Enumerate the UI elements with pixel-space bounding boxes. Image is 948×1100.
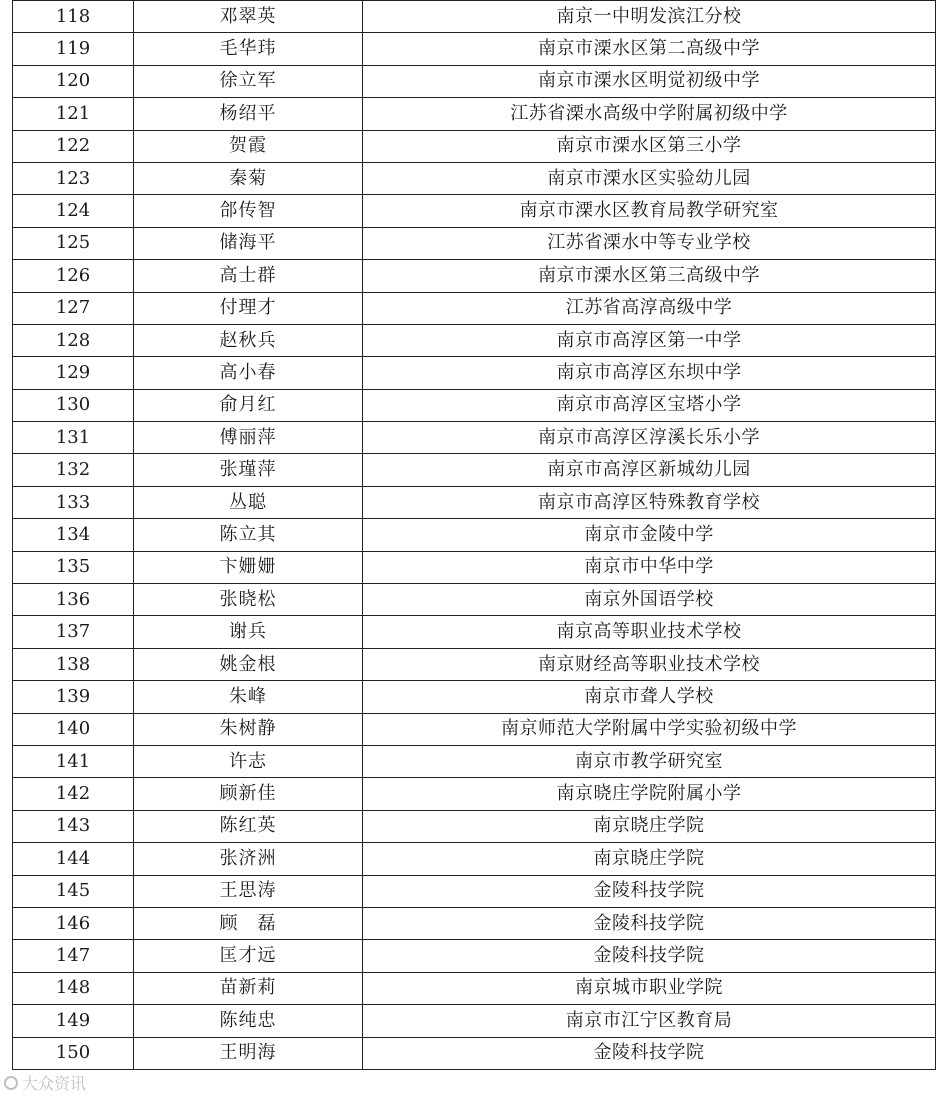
watermark-text: 大众资讯 <box>22 1074 87 1093</box>
school-cell: 江苏省溧水高级中学附属初级中学 <box>363 98 936 130</box>
school-cell: 南京市溧水区实验幼儿园 <box>363 162 936 194</box>
table-row <box>13 227 936 259</box>
table-row <box>13 389 936 421</box>
row-number-cell: 131 <box>13 422 134 454</box>
table-row <box>13 162 936 194</box>
name-cell: 傅丽萍 <box>134 422 363 454</box>
row-number-cell: 129 <box>13 357 134 389</box>
name-cell: 张瑾萍 <box>134 454 363 486</box>
table-row <box>13 778 936 810</box>
table-row <box>13 616 936 648</box>
name-cell: 杨绍平 <box>134 98 363 130</box>
school-cell: 南京市金陵中学 <box>363 519 936 551</box>
row-number-cell: 147 <box>13 940 134 972</box>
row-number-cell: 146 <box>13 907 134 939</box>
name-cell: 储海平 <box>134 227 363 259</box>
school-cell: 南京财经高等职业技术学校 <box>363 648 936 680</box>
roster-table <box>12 0 936 1070</box>
name-cell: 谢兵 <box>134 616 363 648</box>
row-number-cell: 122 <box>13 130 134 162</box>
table-row <box>13 843 936 875</box>
name-cell: 高小春 <box>134 357 363 389</box>
name-cell: 张济洲 <box>134 843 363 875</box>
table-row <box>13 1037 936 1069</box>
row-number-cell: 135 <box>13 551 134 583</box>
school-cell: 南京晓庄学院 <box>363 843 936 875</box>
row-number-cell: 148 <box>13 972 134 1004</box>
table-row <box>13 486 936 518</box>
row-number-cell: 132 <box>13 454 134 486</box>
table-row <box>13 810 936 842</box>
school-cell: 江苏省溧水中等专业学校 <box>363 227 936 259</box>
school-cell: 南京师范大学附属中学实验初级中学 <box>363 713 936 745</box>
row-number-cell: 130 <box>13 389 134 421</box>
school-cell: 南京晓庄学院附属小学 <box>363 778 936 810</box>
school-cell: 南京市聋人学校 <box>363 681 936 713</box>
school-cell: 南京市高淳区淳溪长乐小学 <box>363 422 936 454</box>
school-cell: 南京市教学研究室 <box>363 745 936 777</box>
table-row <box>13 292 936 324</box>
name-cell: 陈立其 <box>134 519 363 551</box>
name-cell: 陈纯忠 <box>134 1005 363 1037</box>
name-cell: 匡才远 <box>134 940 363 972</box>
row-number-cell: 150 <box>13 1037 134 1069</box>
name-cell: 顾 磊 <box>134 907 363 939</box>
school-cell: 南京市溧水区第二高级中学 <box>363 33 936 65</box>
table-row <box>13 260 936 292</box>
name-cell: 付理才 <box>134 292 363 324</box>
table-row <box>13 681 936 713</box>
row-number-cell: 137 <box>13 616 134 648</box>
school-cell: 南京晓庄学院 <box>363 810 936 842</box>
table-row <box>13 648 936 680</box>
table-row <box>13 454 936 486</box>
row-number-cell: 133 <box>13 486 134 518</box>
name-cell: 张晓松 <box>134 584 363 616</box>
row-number-cell: 119 <box>13 33 134 65</box>
table-row <box>13 972 936 1004</box>
school-cell: 江苏省高淳高级中学 <box>363 292 936 324</box>
name-cell: 姚金根 <box>134 648 363 680</box>
row-number-cell: 123 <box>13 162 134 194</box>
table-row <box>13 519 936 551</box>
row-number-cell: 143 <box>13 810 134 842</box>
name-cell: 俞月红 <box>134 389 363 421</box>
row-number-cell: 145 <box>13 875 134 907</box>
table-row <box>13 324 936 356</box>
row-number-cell: 128 <box>13 324 134 356</box>
name-cell: 顾新佳 <box>134 778 363 810</box>
table-row <box>13 195 936 227</box>
row-number-cell: 139 <box>13 681 134 713</box>
name-cell: 赵秋兵 <box>134 324 363 356</box>
watermark <box>4 1071 86 1094</box>
weibo-icon <box>4 1076 18 1090</box>
school-cell: 金陵科技学院 <box>363 875 936 907</box>
school-cell: 南京市高淳区东坝中学 <box>363 357 936 389</box>
school-cell: 南京市高淳区宝塔小学 <box>363 389 936 421</box>
name-cell: 邓翠英 <box>134 1 363 33</box>
table-row <box>13 357 936 389</box>
row-number-cell: 136 <box>13 584 134 616</box>
row-number-cell: 149 <box>13 1005 134 1037</box>
row-number-cell: 126 <box>13 260 134 292</box>
table-row <box>13 98 936 130</box>
row-number-cell: 120 <box>13 65 134 97</box>
name-cell: 丛聪 <box>134 486 363 518</box>
row-number-cell: 134 <box>13 519 134 551</box>
school-cell: 南京市高淳区新城幼儿园 <box>363 454 936 486</box>
table-row <box>13 713 936 745</box>
row-number-cell: 142 <box>13 778 134 810</box>
row-number-cell: 125 <box>13 227 134 259</box>
table-row <box>13 940 936 972</box>
school-cell: 南京一中明发滨江分校 <box>363 1 936 33</box>
table-row <box>13 422 936 454</box>
name-cell: 朱峰 <box>134 681 363 713</box>
name-cell: 郃传智 <box>134 195 363 227</box>
row-number-cell: 140 <box>13 713 134 745</box>
row-number-cell: 141 <box>13 745 134 777</box>
name-cell: 毛华玮 <box>134 33 363 65</box>
school-cell: 南京市溧水区教育局教学研究室 <box>363 195 936 227</box>
school-cell: 南京市江宁区教育局 <box>363 1005 936 1037</box>
school-cell: 南京市溧水区明觉初级中学 <box>363 65 936 97</box>
school-cell: 金陵科技学院 <box>363 907 936 939</box>
school-cell: 南京市高淳区第一中学 <box>363 324 936 356</box>
name-cell: 高士群 <box>134 260 363 292</box>
school-cell: 南京高等职业技术学校 <box>363 616 936 648</box>
school-cell: 南京外国语学校 <box>363 584 936 616</box>
roster-table-body <box>13 1 936 1070</box>
name-cell: 朱树静 <box>134 713 363 745</box>
table-row <box>13 875 936 907</box>
school-cell: 南京市中华中学 <box>363 551 936 583</box>
name-cell: 秦菊 <box>134 162 363 194</box>
name-cell: 徐立军 <box>134 65 363 97</box>
table-row <box>13 745 936 777</box>
school-cell: 金陵科技学院 <box>363 1037 936 1069</box>
row-number-cell: 138 <box>13 648 134 680</box>
table-row <box>13 584 936 616</box>
roster-sheet <box>12 0 936 1070</box>
school-cell: 金陵科技学院 <box>363 940 936 972</box>
school-cell: 南京市溧水区第三小学 <box>363 130 936 162</box>
name-cell: 王明海 <box>134 1037 363 1069</box>
table-row <box>13 551 936 583</box>
row-number-cell: 118 <box>13 1 134 33</box>
name-cell: 卞姗姗 <box>134 551 363 583</box>
row-number-cell: 127 <box>13 292 134 324</box>
name-cell: 贺霞 <box>134 130 363 162</box>
name-cell: 陈红英 <box>134 810 363 842</box>
table-row <box>13 1005 936 1037</box>
name-cell: 王思涛 <box>134 875 363 907</box>
table-row <box>13 907 936 939</box>
table-row <box>13 65 936 97</box>
table-row <box>13 1 936 33</box>
school-cell: 南京市高淳区特殊教育学校 <box>363 486 936 518</box>
name-cell: 许志 <box>134 745 363 777</box>
table-row <box>13 33 936 65</box>
name-cell: 苗新莉 <box>134 972 363 1004</box>
table-row <box>13 130 936 162</box>
row-number-cell: 121 <box>13 98 134 130</box>
row-number-cell: 144 <box>13 843 134 875</box>
row-number-cell: 124 <box>13 195 134 227</box>
school-cell: 南京城市职业学院 <box>363 972 936 1004</box>
school-cell: 南京市溧水区第三高级中学 <box>363 260 936 292</box>
